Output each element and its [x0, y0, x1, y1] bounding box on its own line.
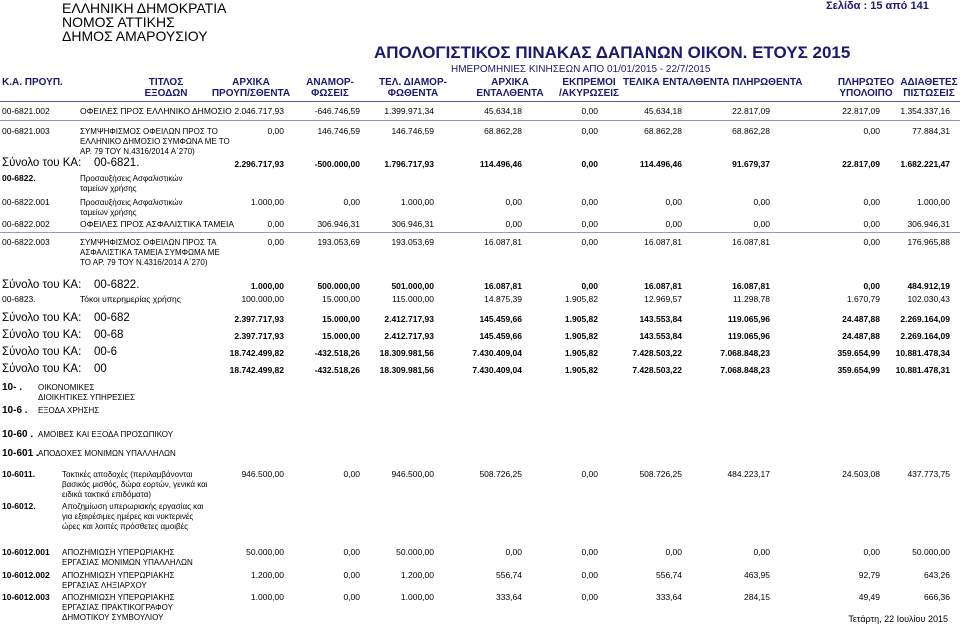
cell-initial: 100.000,00 [241, 294, 284, 304]
cell-remaining: 24.487,88 [842, 314, 880, 324]
col-header-final: ΤΕΛ. ΔΙΑΜΟΡ- ΦΩΘΕΝΤΑ [379, 77, 447, 99]
row-title: ΑΠΟΖΗΜΙΩΣΗ ΥΠΕΡΩΡΙΑΚΗΣ ΕΡΓΑΣΙΑΣ ΜΟΝΙΜΩΝ ΥΠΑΛΛΗΛΩΝ [62, 548, 193, 567]
cell-initial: 0,00 [267, 219, 284, 229]
cell-final-committed: 7.428.503,22 [632, 365, 682, 375]
cell-init-committed: 0,00 [505, 547, 522, 557]
cell-init-committed: 145.459,66 [479, 314, 522, 324]
cell-unused: 102.030,43 [907, 294, 950, 304]
row-code: 10-6012.002 [2, 570, 50, 580]
row-code: 00-6822. [2, 173, 36, 183]
cell-pending: 0,00 [581, 237, 598, 247]
cell-remaining: 0,00 [863, 547, 880, 557]
row-title: Αποζημίωση υπερωριακής εργασίας και για εξαιρέσιμες ημέρες και νυκτερινές ώρες και λοιπές πρόσθετες αμοιβές [62, 502, 204, 531]
row-code: 10-6012.003 [2, 592, 50, 602]
col-header-title: ΤΙΤΛΟΣ ΕΞΟΔΩΝ [144, 77, 188, 99]
row-title: ΑΠΟΖΗΜΙΩΣΗ ΥΠΕΡΩΡΙΑΚΗΣ ΕΡΓΑΣΙΑΣ ΠΡΑΚΤΙΚΟΓΡΑΦΟΥ ΔΗΜΟΤΙΚΟΥ ΣΥΜΒΟΥΛΙΟΥ [62, 593, 175, 622]
cell-paid: 284,15 [744, 592, 770, 602]
cell-final-committed: 508.726,25 [639, 469, 682, 479]
cell-pending: 0,00 [581, 159, 598, 169]
org-line-1: ΕΛΛΗΝΙΚΗ ΔΗΜΟΚΡΑΤΙΑ [62, 0, 227, 16]
header-rule [0, 101, 960, 102]
cell-paid: 22.817,09 [732, 106, 770, 116]
summary-code: 00 [94, 363, 107, 375]
cell-final: 2.412.717,93 [384, 314, 434, 324]
cell-transfers: 306.946,31 [317, 219, 360, 229]
col-header-pending: ΕΚΠΡΕΜΟΙ /ΑΚΥΡΩΣΕΙΣ [558, 77, 620, 99]
cell-init-committed: 14.875,39 [484, 294, 522, 304]
row-title: ΑΠΟΔΟΧΕΣ ΜΟΝΙΜΩΝ ΥΠΑΛΛΗΛΩΝ [38, 449, 176, 458]
cell-unused: 437.773,75 [907, 469, 950, 479]
cell-init-committed: 7.430.409,04 [472, 365, 522, 375]
row-code: 00-6821.003 [2, 126, 50, 136]
cell-paid: 119.065,96 [727, 331, 770, 341]
summary-label: Σύνολο του ΚΑ: [2, 279, 82, 291]
col-header-unused: ΑΔΙΑΘΕΤΕΣ ΠΙΣΤΩΣΕΙΣ [900, 77, 958, 99]
cell-remaining: 359.654,99 [837, 365, 880, 375]
row-code: 10-6 . [2, 405, 28, 416]
cell-initial: 946.500,00 [241, 469, 284, 479]
footer-date: Τετάρτη, 22 Ιουλίου 2015 [848, 614, 948, 624]
row-title: Τόκοι υπερημερίας χρήσης [80, 294, 181, 304]
row-code: 00-6822.001 [2, 197, 50, 207]
cell-paid: 0,00 [753, 547, 770, 557]
cell-unused: 666,36 [924, 592, 950, 602]
cell-remaining: 22.817,09 [842, 159, 880, 169]
cell-paid: 16.087,81 [732, 281, 770, 291]
cell-final-committed: 16.087,81 [644, 237, 682, 247]
cell-transfers: 15.000,00 [322, 314, 360, 324]
cell-final: 115.000,00 [392, 294, 434, 304]
row-code: 10-60 . [2, 429, 34, 440]
cell-remaining: 24.487,88 [842, 331, 880, 341]
cell-init-committed: 556,74 [496, 570, 522, 580]
cell-final-committed: 16.087,81 [644, 281, 682, 291]
cell-final: 1.000,00 [400, 592, 434, 602]
col-header-final-committed-paid: ΤΕΛΙΚΑ ΕΝΤΑΛΘΕΝΤΑ ΠΛΗΡΩΘΕΝΤΑ [623, 77, 803, 88]
cell-final-committed: 143.553,84 [639, 314, 682, 324]
cell-paid: 11.298,78 [732, 294, 770, 304]
row-code: 00-6823. [2, 294, 36, 304]
cell-remaining: 92,79 [858, 570, 880, 580]
row-code: 10-6012.001 [2, 547, 50, 557]
report-title: ΑΠΟΛΟΓΙΣΤΙΚΟΣ ΠΙΝΑΚΑΣ ΔΑΠΑΝΩΝ ΟΙΚΟΝ. ΕΤΟΥΣ 2015 [374, 43, 851, 62]
cell-transfers: 146.746,59 [317, 126, 360, 136]
cell-paid: 68.862,28 [732, 126, 770, 136]
cell-pending: 0,00 [581, 197, 598, 207]
cell-pending: 1.905,82 [564, 331, 598, 341]
cell-unused: 10.881.478,34 [895, 348, 950, 358]
col-header-code: Κ.Α. ΠΡΟΥΠ. [2, 77, 63, 88]
cell-transfers: -646.746,59 [314, 106, 360, 116]
summary-code: 00-682 [94, 312, 130, 324]
cell-init-committed: 145.459,66 [479, 331, 522, 341]
col-header-remaining: ΠΛΗΡΩΤΕΟ ΥΠΟΛΟΙΠΟ [837, 77, 895, 99]
cell-init-committed: 7.430.409,04 [472, 348, 522, 358]
cell-transfers: 0,00 [343, 547, 360, 557]
cell-pending: 0,00 [581, 281, 598, 291]
row-title: Τακτικές αποδοχές (περιλαμβάνονται βασικός μισθός, δώρα εορτών, γενικά και ειδικά τακτικά επιδόματα) [62, 470, 208, 499]
cell-final-committed: 0,00 [665, 219, 682, 229]
cell-paid: 0,00 [753, 219, 770, 229]
cell-init-committed: 16.087,81 [484, 237, 522, 247]
summary-code: 00-68 [94, 329, 124, 341]
cell-init-committed: 16.087,81 [484, 281, 522, 291]
cell-pending: 0,00 [581, 547, 598, 557]
cell-initial: 1.200,00 [250, 570, 284, 580]
row-code: 00-6822.002 [2, 219, 50, 229]
cell-transfers: 0,00 [343, 570, 360, 580]
cell-init-committed: 0,00 [505, 219, 522, 229]
cell-unused: 2.269.164,09 [900, 314, 950, 324]
cell-paid: 0,00 [753, 197, 770, 207]
row-code: 10-6012. [2, 501, 36, 511]
cell-unused: 1.000,00 [916, 197, 950, 207]
cell-initial: 0,00 [267, 237, 284, 247]
row-title: ΟΙΚΟΝΟΜΙΚΕΣ ΔΙΟΙΚΗΤΙΚΕΣ ΥΠΗΡΕΣΙΕΣ [38, 383, 135, 402]
col-header-initial: ΑΡΧΙΚΑ ΠΡΟΥΠ/ΣΘΕΝΤΑ [211, 77, 291, 99]
summary-label: Σύνολο του ΚΑ: [2, 346, 82, 358]
cell-paid: 91.679,37 [732, 159, 770, 169]
cell-remaining: 0,00 [863, 197, 880, 207]
cell-paid: 7.068.848,23 [720, 348, 770, 358]
cell-remaining: 1.670,79 [846, 294, 880, 304]
cell-unused: 50.000,00 [912, 547, 950, 557]
cell-final: 18.309.981,56 [379, 348, 434, 358]
row-title: ΟΦΕΙΛΕΣ ΠΡΟΣ ΕΛΛΗΝΙΚΟ ΔΗΜΟΣΙΟ [80, 106, 232, 116]
cell-remaining: 0,00 [863, 126, 880, 136]
summary-label: Σύνολο του ΚΑ: [2, 157, 82, 169]
cell-pending: 0,00 [581, 219, 598, 229]
cell-init-committed: 508.726,25 [479, 469, 522, 479]
cell-transfers: -432.518,26 [314, 365, 360, 375]
cell-final-committed: 0,00 [665, 547, 682, 557]
cell-unused: 176.965,88 [907, 237, 950, 247]
summary-label: Σύνολο του ΚΑ: [2, 329, 82, 341]
cell-final: 1.399.971,34 [384, 106, 434, 116]
cell-init-committed: 0,00 [505, 197, 522, 207]
row-title: Προσαυξήσεις Ασφαλιστικών ταμείων χρήσης [80, 198, 183, 217]
cell-remaining: 24.503,08 [842, 469, 880, 479]
cell-paid: 463,95 [744, 570, 770, 580]
cell-initial: 2.397.717,93 [234, 331, 284, 341]
row-title: ΑΜΟΙΒΕΣ ΚΑΙ ΕΞΟΔΑ ΠΡΟΣΩΠΙΚΟΥ [38, 430, 174, 439]
row-title: ΑΠΟΖΗΜΙΩΣΗ ΥΠΕΡΩΡΙΑΚΗΣ ΕΡΓΑΣΙΑΣ ΛΗΞΙΑΡΧΟΥ [62, 571, 175, 590]
cell-unused: 643,26 [924, 570, 950, 580]
org-line-3: ΔΗΜΟΣ ΑΜΑΡΟΥΣΙΟΥ [62, 28, 208, 44]
cell-unused: 306.946,31 [907, 219, 950, 229]
cell-transfers: 0,00 [343, 592, 360, 602]
row-title: ΕΞΟΔΑ ΧΡΗΣΗΣ [38, 406, 100, 415]
cell-remaining: 0,00 [863, 281, 880, 291]
cell-init-committed: 68.862,28 [484, 126, 522, 136]
row-code: 00-6822.003 [2, 237, 50, 247]
cell-unused: 1.354.337,16 [900, 106, 950, 116]
cell-unused: 2.269.164,09 [900, 331, 950, 341]
cell-pending: 1.905,82 [564, 314, 598, 324]
summary-label: Σύνολο του ΚΑ: [2, 363, 82, 375]
cell-final: 946.500,00 [391, 469, 434, 479]
cell-pending: 0,00 [581, 592, 598, 602]
cell-initial: 2.046.717,93 [234, 106, 284, 116]
cell-final: 193.053,69 [391, 237, 434, 247]
cell-paid: 484.223,17 [727, 469, 770, 479]
row-title: ΣΥΜΨΗΦΙΣΜΟΣ ΟΦΕΙΛΩΝ ΠΡΟΣ ΤΑ ΑΣΦΑΛΙΣΤΙΚΑ ΤΑΜΕΙΑ ΣΥΜΦΩΜΑ ΜΕ ΤΟ ΑΡ. 79 ΤΟΥ Ν.4316/2014 Α΄270) [80, 238, 220, 267]
row-code: 00-6821.002 [2, 106, 50, 116]
cell-final: 1.796.717,93 [384, 159, 434, 169]
cell-paid: 16.087,81 [732, 237, 770, 247]
cell-initial: 18.742.499,82 [229, 348, 284, 358]
cell-pending: 0,00 [581, 126, 598, 136]
cell-remaining: 0,00 [863, 219, 880, 229]
row-title: ΣΥΜΨΗΦΙΣΜΟΣ ΟΦΕΙΛΩΝ ΠΡΟΣ ΤΟ ΕΛΛΗΝΙΚΟ ΔΗΜΟΣΙΟ ΣΥΜΦΩΝΑ ΜΕ ΤΟ ΑΡ. 79 ΤΟΥ Ν.4316/2014 Α΄270) [80, 127, 230, 156]
cell-initial: 1.000,00 [250, 281, 284, 291]
cell-final-committed: 0,00 [665, 197, 682, 207]
cell-final-committed: 68.862,28 [644, 126, 682, 136]
col-header-init-committed: ΑΡΧΙΚΑ ΕΝΤΑΛΘΕΝΤΑ [476, 77, 544, 99]
cell-init-committed: 114.496,46 [479, 159, 522, 169]
cell-initial: 2.296.717,93 [234, 159, 284, 169]
cell-initial: 50.000,00 [246, 547, 284, 557]
cell-final: 2.412.717,93 [384, 331, 434, 341]
cell-transfers: 0,00 [343, 197, 360, 207]
cell-unused: 484.912,19 [907, 281, 950, 291]
row-title: Προσαυξήσεις Ασφαλιστικών ταμείων χρήσης [80, 174, 183, 193]
cell-final-committed: 333,64 [656, 592, 682, 602]
row-rule [0, 232, 960, 233]
summary-code: 00-6 [94, 346, 118, 358]
row-code: 10-6011. [2, 469, 36, 479]
cell-final: 1.200,00 [400, 570, 434, 580]
cell-remaining: 0,00 [863, 237, 880, 247]
date-range: ΗΜΕΡΟΜΗΝΙΕΣ ΚΙΝΗΣΕΩΝ ΑΠΟ 01/01/2015 - 22/7/2015 [451, 64, 711, 75]
cell-transfers: -500.000,00 [314, 159, 360, 169]
cell-final: 501.000,00 [391, 281, 434, 291]
cell-init-committed: 45.634,18 [484, 106, 522, 116]
cell-initial: 2.397.717,93 [234, 314, 284, 324]
cell-unused: 1.682.221,47 [900, 159, 950, 169]
cell-transfers: -432.518,26 [314, 348, 360, 358]
cell-paid: 7.068.848,23 [720, 365, 770, 375]
cell-init-committed: 333,64 [496, 592, 522, 602]
cell-final: 50.000,00 [396, 547, 434, 557]
cell-initial: 1.000,00 [250, 197, 284, 207]
cell-transfers: 15.000,00 [322, 331, 360, 341]
cell-final: 146.746,59 [391, 126, 434, 136]
row-code: 10-601 . [2, 448, 39, 459]
cell-paid: 119.065,96 [727, 314, 770, 324]
cell-final: 18.309.981,56 [379, 365, 434, 375]
cell-transfers: 15.000,00 [322, 294, 360, 304]
summary-code: 00-6822. [94, 279, 140, 291]
cell-initial: 1.000,00 [250, 592, 284, 602]
cell-final: 306.946,31 [391, 219, 434, 229]
cell-pending: 1.905,82 [564, 365, 598, 375]
cell-initial: 0,00 [267, 126, 284, 136]
cell-final-committed: 114.496,46 [639, 159, 682, 169]
cell-pending: 1.905,82 [564, 294, 598, 304]
cell-pending: 0,00 [581, 469, 598, 479]
cell-final-committed: 7.428.503,22 [632, 348, 682, 358]
cell-initial: 18.742.499,82 [229, 365, 284, 375]
cell-remaining: 359.654,99 [837, 348, 880, 358]
row-title: ΟΦΕΙΛΕΣ ΠΡΟΣ ΑΣΦΑΛΙΣΤΙΚΑ ΤΑΜΕΙΑ [80, 219, 235, 229]
cell-unused: 10.881.478,31 [895, 365, 950, 375]
cell-unused: 77.884,31 [912, 126, 950, 136]
cell-final-committed: 45.634,18 [644, 106, 682, 116]
cell-final-committed: 12.969,57 [644, 294, 682, 304]
row-code: 10- . [2, 382, 23, 393]
col-header-transfers: ΑΝΑΜΟΡ- ΦΩΣΕΙΣ [306, 77, 354, 99]
cell-transfers: 0,00 [343, 469, 360, 479]
cell-pending: 0,00 [581, 570, 598, 580]
cell-final-committed: 556,74 [656, 570, 682, 580]
cell-final: 1.000,00 [400, 197, 434, 207]
cell-transfers: 500.000,00 [317, 281, 360, 291]
cell-remaining: 22.817,09 [842, 106, 880, 116]
row-rule [0, 120, 960, 121]
cell-transfers: 193.053,69 [317, 237, 360, 247]
page-number: Σελίδα : 15 από 141 [826, 0, 929, 12]
cell-pending: 0,00 [581, 106, 598, 116]
cell-remaining: 49,49 [858, 592, 880, 602]
summary-label: Σύνολο του ΚΑ: [2, 312, 82, 324]
org-line-2: ΝΟΜΟΣ ΑΤΤΙΚΗΣ [62, 14, 175, 30]
cell-final-committed: 143.553,84 [639, 331, 682, 341]
summary-code: 00-6821. [94, 157, 140, 169]
cell-pending: 1.905,82 [564, 348, 598, 358]
